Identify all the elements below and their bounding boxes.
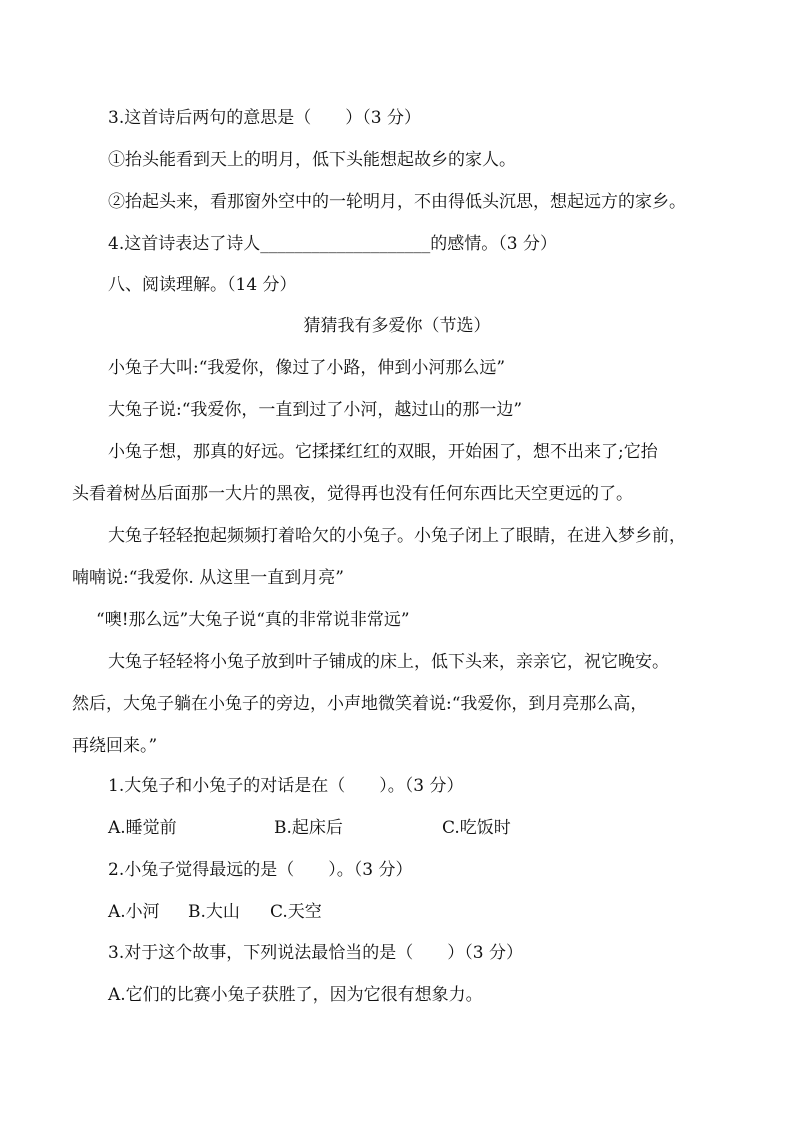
question-3: 3.对于这个故事，下列说法最恰当的是（ ）（3 分） [108, 943, 523, 963]
question-3-option-a: A.它们的比赛小兔子获胜了，因为它很有想象力。 [108, 985, 483, 1005]
passage-title: 猜猜我有多爱你（节选） [303, 316, 491, 336]
paragraph-line: 头看着树丛后面那一大片的黑夜，觉得再也没有任何东西比天空更远的了。 [72, 484, 633, 504]
question-2: 2.小兔子觉得最远的是（ ）。（3 分） [108, 860, 413, 880]
choice-a: A.小河 [108, 902, 160, 922]
question-1: 1.大兔子和小兔子的对话是在（ ）。（3 分） [108, 776, 464, 796]
poem-q3: 3.这首诗后两句的意思是（ ）（3 分） [108, 108, 421, 128]
poem-q3-option-1: ①抬头能看到天上的明月，低下头能想起故乡的家人。 [108, 150, 516, 170]
choice-c: C.天空 [270, 902, 322, 922]
choice-b: B.起床后 [274, 818, 343, 838]
paragraph-line: 小兔子想，那真的好远。它揉揉红红的双眼，开始困了，想不出来了;它抬 [108, 442, 658, 462]
paragraph-line: 大兔子轻轻将小兔子放到叶子铺成的床上，低下头来，亲亲它，祝它晚安。 [108, 652, 669, 672]
section-heading: 八、阅读理解。（14 分） [108, 275, 297, 295]
poem-q3-option-2: ②抬起头来，看那窗外空中的一轮明月，不由得低头沉思，想起远方的家乡。 [108, 192, 686, 212]
paragraph-line: 然后，大兔子躺在小兔子的旁边，小声地微笑着说:“我爱你，到月亮那么高， [72, 694, 648, 714]
paragraph-line: 喃喃说:“我爱你. 从这里一直到月亮” [72, 568, 344, 588]
paragraph-line: “噢!那么远”大兔子说“真的非常说非常远” [96, 610, 410, 630]
question-1-choices [108, 816, 511, 840]
choice-c: C.吃饭时 [442, 818, 511, 838]
paragraph-line: 大兔子轻轻抱起频频打着哈欠的小兔子。小兔子闭上了眼睛，在进入梦乡前， [108, 526, 686, 546]
paragraph-line: 大兔子说:“我爱你，一直到过了小河，越过山的那一边” [108, 400, 523, 420]
poem-q4: 4.这首诗表达了诗人____________________的感情。（3 分） [108, 234, 557, 254]
question-2-choices [108, 900, 322, 924]
paragraph-line: 再绕回来。” [72, 736, 158, 756]
choice-a: A.睡觉前 [108, 818, 177, 838]
paragraph-line: 小兔子大叫:“我爱你，像过了小路，伸到小河那么远” [108, 358, 506, 378]
choice-b: B.大山 [188, 902, 240, 922]
